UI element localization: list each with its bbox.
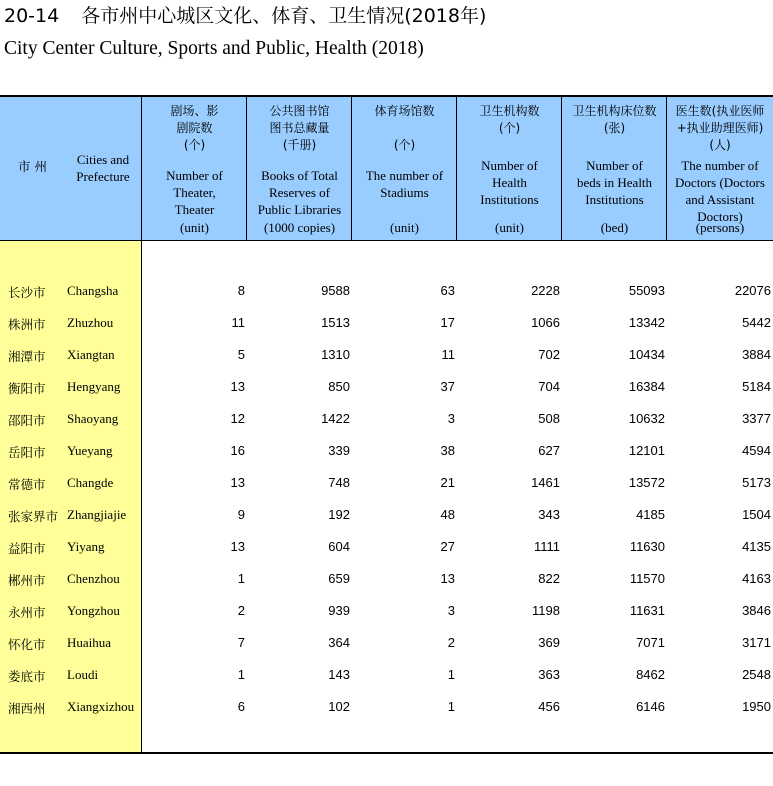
table-row	[0, 601, 773, 623]
cell-health-beds: 16384	[628, 379, 665, 394]
cell-health-institutions: 627	[538, 443, 560, 458]
table-row	[0, 441, 773, 463]
cell-health-beds: 10632	[628, 411, 665, 426]
cell-stadiums: 3	[447, 603, 455, 618]
cell-health-institutions: 1198	[532, 603, 560, 618]
table-row	[0, 569, 773, 591]
cell-doctors: 1950	[742, 699, 771, 714]
header-library-books	[247, 97, 352, 240]
header-doctors-en: The number of Doctors (Doctors and Assistant Doctors)	[675, 158, 765, 224]
cell-health-institutions: 2228	[531, 283, 560, 298]
cell-library-books: 850	[328, 379, 350, 394]
cell-health-institutions: 702	[538, 347, 560, 362]
cell-theaters: 13	[230, 475, 245, 490]
cell-health-institutions: 822	[538, 571, 560, 586]
cell-doctors: 3884	[742, 347, 771, 362]
cell-stadiums: 17	[440, 315, 455, 330]
header-health-beds-unit: (bed)	[600, 220, 629, 235]
cell-health-institutions: 456	[538, 699, 560, 714]
cell-library-books: 1513	[321, 315, 350, 330]
cell-health-beds: 7071	[636, 635, 665, 650]
city-name-en: Chenzhou	[67, 571, 120, 586]
cell-doctors: 5442	[742, 315, 771, 330]
table-row	[0, 633, 773, 655]
cell-health-beds: 4185	[636, 507, 665, 522]
city-name-cn: 娄底市	[8, 669, 46, 684]
city-name-en: Changde	[67, 475, 114, 490]
city-name-cn: 邵阳市	[8, 413, 46, 428]
city-name-cn: 长沙市	[8, 285, 46, 300]
header-city-cn: 市 州	[18, 159, 47, 174]
city-name-cn: 湘潭市	[8, 349, 46, 364]
cell-library-books: 339	[328, 443, 350, 458]
page-title-cn	[4, 4, 486, 28]
header-stadiums	[352, 97, 457, 240]
cell-library-books: 748	[328, 475, 350, 490]
cell-library-books: 364	[328, 635, 350, 650]
cell-library-books: 604	[328, 539, 350, 554]
cell-doctors: 3377	[742, 411, 771, 426]
cell-theaters: 11	[231, 315, 245, 330]
cell-library-books: 143	[328, 667, 350, 682]
cell-health-beds: 10434	[628, 347, 665, 362]
cell-doctors: 5173	[742, 475, 771, 490]
cell-theaters: 8	[237, 283, 245, 298]
city-name-en: Xiangtan	[67, 347, 115, 362]
table-row	[0, 505, 773, 527]
cell-library-books: 1310	[321, 347, 350, 362]
table-row	[0, 473, 773, 495]
cell-doctors: 3171	[742, 635, 771, 650]
header-theaters-en: Number of Theater, Theater	[166, 168, 223, 217]
cell-health-institutions: 369	[538, 635, 560, 650]
header-health-beds	[562, 97, 667, 240]
cell-health-institutions: 343	[538, 507, 560, 522]
city-name-cn: 张家界市	[8, 509, 59, 524]
header-library-books-cn: 公共图书馆 图书总藏量 (千册)	[269, 104, 330, 152]
header-health-beds-cn: 卫生机构床位数 (张)	[572, 104, 657, 135]
table-row	[0, 697, 773, 719]
page-title-en: City Center Culture, Sports and Public, Health (2018)	[4, 38, 424, 59]
cell-health-beds: 11630	[629, 539, 665, 554]
cell-theaters: 13	[230, 379, 245, 394]
city-name-en: Xiangxizhou	[67, 699, 135, 714]
cell-library-books: 1422	[321, 411, 350, 426]
cell-stadiums: 27	[440, 539, 455, 554]
city-name-en: Yueyang	[67, 443, 113, 458]
cell-doctors: 4135	[742, 539, 771, 554]
city-name-en: Changsha	[67, 283, 119, 298]
cell-health-institutions: 1111	[533, 539, 560, 554]
table-row	[0, 345, 773, 367]
city-name-cn: 岳阳市	[8, 445, 46, 460]
city-name-cn: 郴州市	[8, 573, 46, 588]
cell-stadiums: 1	[447, 699, 455, 714]
cell-stadiums: 13	[440, 571, 455, 586]
cell-health-beds: 11631	[629, 603, 665, 618]
cell-health-institutions: 508	[538, 411, 560, 426]
cell-library-books: 192	[328, 507, 350, 522]
cell-stadiums: 1	[447, 667, 455, 682]
cell-health-beds: 8462	[636, 667, 665, 682]
cell-stadiums: 63	[440, 283, 455, 298]
cell-doctors: 1504	[742, 507, 771, 522]
city-name-en: Zhangjiajie	[67, 507, 127, 522]
cell-health-institutions: 363	[538, 667, 560, 682]
cell-library-books: 102	[328, 699, 350, 714]
cell-doctors: 4594	[742, 443, 771, 458]
cell-theaters: 5	[237, 347, 245, 362]
cell-theaters: 16	[230, 443, 245, 458]
table-number: 20-14	[4, 5, 60, 27]
cell-theaters: 9	[237, 507, 245, 522]
header-health-beds-en: Number of beds in Health Institutions	[576, 158, 653, 207]
title-cn-text: 各市州中心城区文化、体育、卫生情况(2018年)	[81, 5, 487, 27]
table-row	[0, 281, 773, 303]
cell-doctors: 3846	[742, 603, 771, 618]
cell-health-institutions: 1461	[531, 475, 560, 490]
city-name-cn: 衡阳市	[8, 381, 46, 396]
cell-doctors: 5184	[742, 379, 771, 394]
table-row	[0, 537, 773, 559]
city-name-en: Huaihua	[67, 635, 112, 650]
cell-theaters: 12	[230, 411, 245, 426]
city-name-en: Yiyang	[67, 539, 105, 554]
cell-library-books: 659	[328, 571, 350, 586]
cell-stadiums: 11	[441, 347, 455, 362]
table-row	[0, 313, 773, 335]
cell-stadiums: 21	[440, 475, 455, 490]
data-table	[0, 95, 773, 754]
cell-stadiums: 48	[440, 507, 455, 522]
city-name-en: Hengyang	[67, 379, 121, 394]
city-name-en: Loudi	[67, 667, 99, 682]
cell-doctors: 22076	[734, 283, 771, 298]
table-bottom-rule	[0, 752, 773, 754]
header-doctors-unit: (persons)	[695, 220, 745, 235]
header-stadiums-cn: 体育场馆数 (个)	[374, 104, 435, 152]
city-name-cn: 湘西州	[8, 701, 46, 716]
cell-stadiums: 37	[440, 379, 455, 394]
header-theaters-unit: (unit)	[180, 220, 209, 235]
cell-theaters: 6	[237, 699, 245, 714]
cell-stadiums: 3	[447, 411, 455, 426]
city-name-en: Shaoyang	[67, 411, 119, 426]
cell-health-beds: 6146	[636, 699, 665, 714]
header-bottom-rule	[0, 240, 773, 241]
header-health-institutions-unit: (unit)	[495, 220, 524, 235]
city-name-cn: 益阳市	[8, 541, 46, 556]
header-health-institutions-cn: 卫生机构数 (个)	[479, 104, 540, 135]
cell-theaters: 1	[237, 571, 245, 586]
city-name-cn: 永州市	[8, 605, 46, 620]
cell-doctors: 4163	[742, 571, 771, 586]
table-row	[0, 377, 773, 399]
cell-health-institutions: 1066	[531, 315, 560, 330]
cell-doctors: 2548	[742, 667, 771, 682]
header-doctors-cn: 医生数(执业医师 +执业助理医师) (人)	[675, 104, 765, 152]
city-name-cn: 常德市	[8, 477, 46, 492]
header-library-books-en: Books of Total Reserves of Public Libraries	[257, 168, 342, 217]
header-health-institutions	[457, 97, 562, 240]
city-name-en: Yongzhou	[67, 603, 120, 618]
cell-library-books: 939	[328, 603, 350, 618]
city-name-cn: 怀化市	[8, 637, 46, 652]
cell-health-beds: 13572	[628, 475, 665, 490]
cell-stadiums: 2	[447, 635, 455, 650]
cell-theaters: 13	[230, 539, 245, 554]
city-name-cn: 株洲市	[8, 317, 46, 332]
header-city-en: Cities and Prefecture	[76, 152, 130, 184]
cell-stadiums: 38	[440, 443, 455, 458]
header-theaters	[142, 97, 247, 240]
table-row	[0, 665, 773, 687]
table-row	[0, 409, 773, 431]
cell-health-beds: 12101	[628, 443, 665, 458]
cell-health-beds: 13342	[628, 315, 665, 330]
city-name-en: Zhuzhou	[67, 315, 114, 330]
header-health-institutions-en: Number of Health Institutions	[480, 158, 539, 207]
cell-theaters: 2	[237, 603, 245, 618]
header-library-books-unit: (1000 copies)	[263, 220, 336, 235]
cell-health-institutions: 704	[538, 379, 560, 394]
cell-theaters: 7	[237, 635, 245, 650]
header-stadiums-unit: (unit)	[390, 220, 419, 235]
header-doctors	[667, 97, 773, 240]
header-theaters-cn: 剧场、影 剧院数 (个)	[170, 104, 219, 152]
cell-theaters: 1	[237, 667, 245, 682]
cell-health-beds: 55093	[628, 283, 665, 298]
cell-library-books: 9588	[321, 283, 350, 298]
cell-health-beds: 11570	[629, 571, 665, 586]
header-stadiums-en: The number of Stadiums	[365, 168, 444, 200]
